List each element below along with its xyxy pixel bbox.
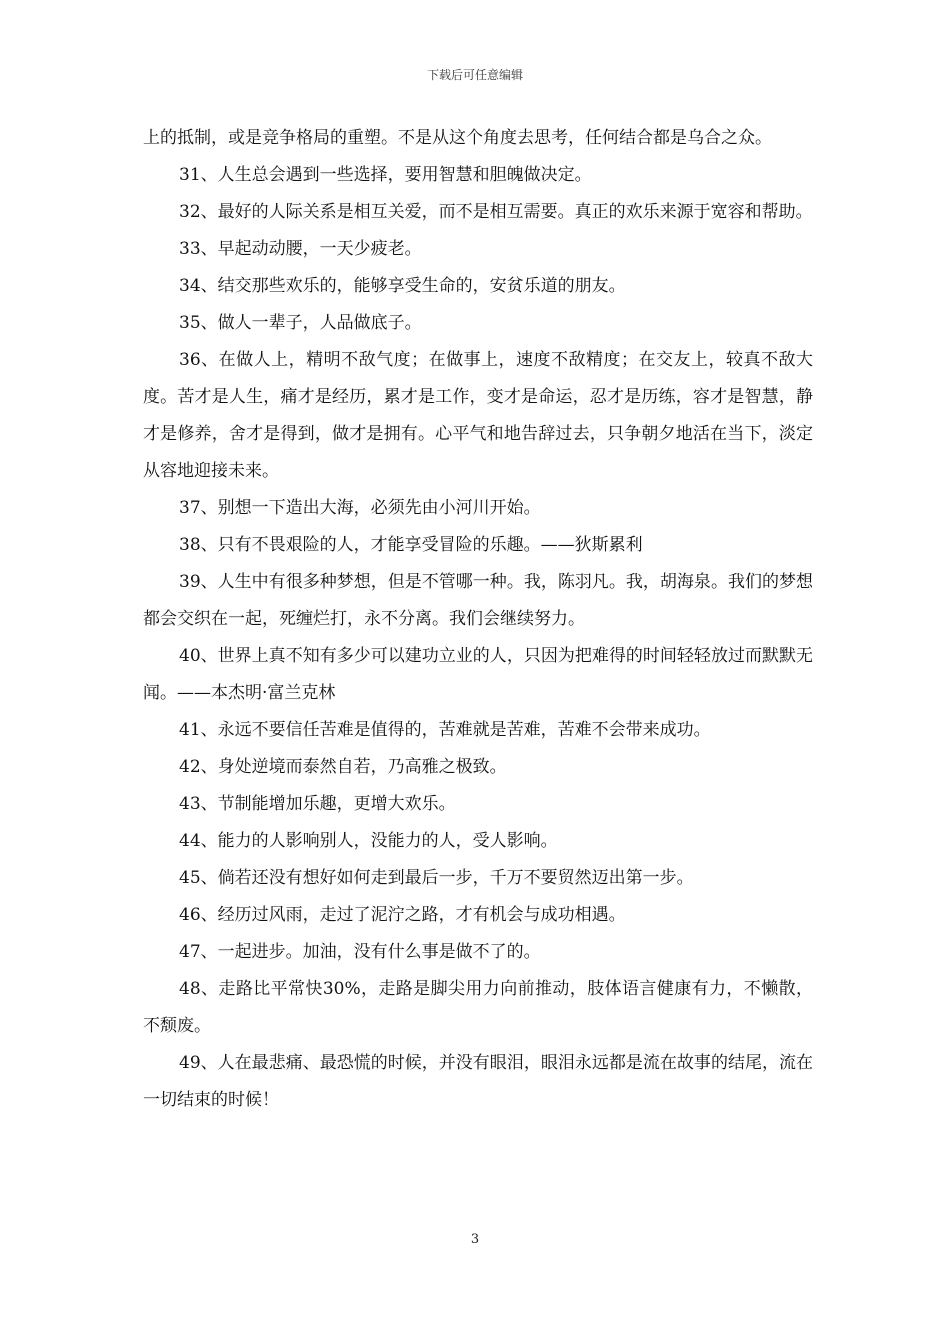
paragraph-37: 37、别想一下造出大海，必须先由小河川开始。 (179, 498, 541, 518)
paragraph-43: 43、节制能增加乐趣，更增大欢乐。 (179, 794, 456, 814)
paragraph-49: 49、人在最悲痛、最恐慌的时候，并没有眼泪，眼泪永远都是流在故事的结尾，流在一切结束的时候！ (143, 1053, 813, 1110)
paragraph-40: 40、世界上真不知有多少可以建功立业的人，只因为把难得的时间轻轻放过而默默无闻。——本杰明·富兰克林 (143, 646, 813, 703)
paragraph-35: 35、做人一辈子，人品做底子。 (179, 313, 422, 333)
page-number: 3 (470, 1232, 480, 1247)
paragraph-39: 39、人生中有很多种梦想，但是不管哪一种。我，陈羽凡。我，胡海泉。我们的梦想都会交织在一起，死缠烂打，永不分离。我们会继续努力。 (143, 572, 813, 629)
paragraph-45: 45、倘若还没有想好如何走到最后一步，千万不要贸然迈出第一步。 (179, 868, 694, 888)
document-body (143, 120, 813, 1119)
paragraph-31: 31、人生总会遇到一些选择，要用智慧和胆魄做决定。 (179, 165, 592, 185)
paragraph-34: 34、结交那些欢乐的，能够享受生命的，安贫乐道的朋友。 (179, 276, 626, 296)
paragraph-41: 41、永远不要信任苦难是值得的，苦难就是苦难，苦难不会带来成功。 (179, 720, 711, 740)
paragraph-38: 38、只有不畏艰险的人，才能享受冒险的乐趣。——狄斯累利 (179, 535, 643, 555)
paragraph-36: 36、在做人上，精明不敌气度；在做事上，速度不敌精度；在交友上，较真不敌大度。苦才是人生，痛才是经历，累才是工作，变才是命运，忍才是历练，容才是智慧，静才是修养，舍才是得到，做才是拥有。心平气和地告辞过去，只争朝夕地活在当下，淡定从容地迎接未来。 (143, 350, 813, 481)
paragraph-continuation: 上的抵制，或是竞争格局的重塑。不是从这个角度去思考，任何结合都是乌合之众。 (143, 128, 772, 148)
paragraph-32: 32、最好的人际关系是相互关爱，而不是相互需要。真正的欢乐来源于宽容和帮助。 (179, 202, 813, 222)
paragraph-46: 46、经历过风雨，走过了泥泞之路，才有机会与成功相遇。 (179, 905, 626, 925)
paragraph-42: 42、身处逆境而泰然自若，乃高雅之极致。 (179, 757, 507, 777)
paragraph-44: 44、能力的人影响别人，没能力的人，受人影响。 (179, 831, 558, 851)
paragraph-47: 47、一起进步。加油，没有什么事是做不了的。 (179, 942, 541, 962)
page-header: 下载后可任意编辑 (426, 68, 523, 82)
paragraph-48: 48、走路比平常快30%，走路是脚尖用力向前推动，肢体语言健康有力，不懒散，不颓废。 (143, 979, 813, 1036)
paragraph-33: 33、早起动动腰，一天少疲老。 (179, 239, 422, 259)
